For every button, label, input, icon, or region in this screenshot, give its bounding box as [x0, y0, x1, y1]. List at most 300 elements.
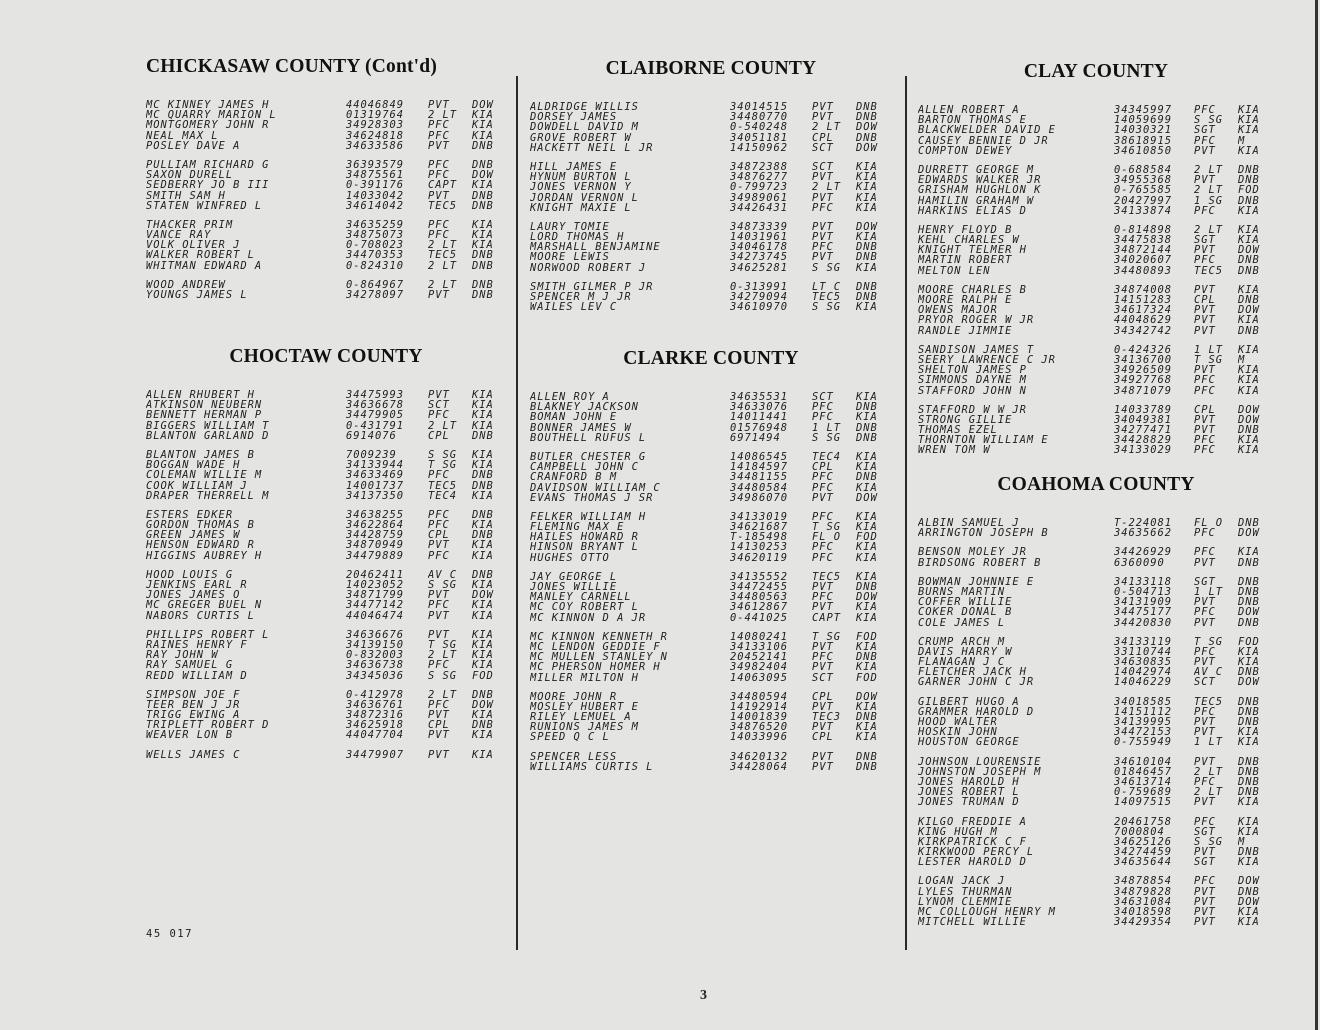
soldier-name: MANLEY CARNELL [530, 592, 632, 603]
roster-row [530, 162, 892, 172]
rank: PVT [428, 629, 450, 640]
rank: PFC [428, 699, 450, 711]
casualty-status: KIA [856, 462, 878, 473]
soldier-name: STRONG GILLIE [918, 414, 1013, 426]
soldier-name: MC COLLOUGH HENRY M [918, 907, 1056, 918]
casualty-status: DNB [472, 250, 494, 261]
soldier-name: BIRDSONG ROBERT B [918, 557, 1042, 568]
casualty-status: DNB [1238, 696, 1260, 707]
rank: AV C [428, 569, 458, 580]
soldier-name: THACKER PRIM [146, 219, 234, 231]
casualty-status: DNB [856, 281, 878, 292]
serial-number: 34876277 [730, 172, 789, 183]
casualty-status: KIA [856, 392, 878, 403]
soldier-name: SAXON DURELL [146, 170, 234, 181]
rank: PVT [812, 761, 834, 772]
roster-row [146, 690, 506, 700]
casualty-status: DNB [472, 260, 494, 271]
casualty-status: DNB [1238, 667, 1260, 678]
soldier-name: HILL JAMES E [530, 161, 618, 173]
serial-number: 0-799723 [730, 182, 789, 193]
roster-row [146, 710, 506, 720]
roster-row [146, 250, 506, 260]
roster-row [530, 433, 892, 443]
rank: CPL [812, 732, 834, 743]
county-heading: CLARKE COUNTY [623, 348, 799, 369]
rank: 2 LT [428, 110, 458, 121]
roster-row [918, 315, 1274, 325]
serial-number: 14031961 [730, 232, 789, 243]
rank: PVT [1194, 886, 1216, 897]
rank: PVT [812, 751, 834, 762]
soldier-name: COOK WILLIAM J [146, 480, 248, 491]
serial-number: 34137350 [346, 490, 405, 501]
roster-row [530, 642, 892, 652]
rank: PFC [1194, 435, 1216, 446]
roster-row [918, 445, 1274, 455]
rank: PVT [812, 172, 834, 183]
rank: T SG [812, 522, 842, 533]
roster-row [146, 410, 506, 420]
serial-number: 0-313991 [730, 281, 789, 292]
serial-number: 34428829 [1114, 435, 1173, 446]
serial-number: 14130253 [730, 542, 789, 553]
roster-row [530, 652, 892, 662]
rank: PVT [1194, 315, 1216, 326]
soldier-name: SHELTON JAMES P [918, 365, 1027, 376]
casualty-status: DNB [1238, 255, 1260, 266]
casualty-status: KIA [856, 202, 878, 213]
serial-number: 34872388 [730, 161, 789, 173]
soldier-name: COKER DONAL B [918, 607, 1013, 618]
casualty-status: KIA [472, 749, 494, 760]
casualty-status: DNB [856, 472, 878, 483]
roster-row [530, 722, 892, 732]
rank: CPL [428, 720, 450, 731]
rank: 2 LT [428, 260, 458, 271]
rank: PVT [812, 112, 834, 123]
casualty-status: KIA [472, 710, 494, 721]
roster-row [530, 193, 892, 203]
rank: PFC [428, 600, 450, 611]
soldier-name: DRAPER THERRELL M [146, 490, 270, 501]
roster-row [918, 245, 1274, 255]
rank: 1 SG [1194, 195, 1224, 206]
casualty-status: FOD [856, 532, 878, 543]
rank: PFC [428, 170, 450, 181]
rank: LT C [812, 281, 842, 292]
casualty-status: DNB [1238, 195, 1260, 206]
soldier-name: MC MULLEN STANLEY N [530, 652, 668, 663]
serial-number: 0-864967 [346, 279, 405, 290]
soldier-name: CRANFORD B M [530, 472, 618, 483]
roster-row [146, 611, 506, 621]
roster-group [146, 750, 506, 760]
casualty-status: KIA [1238, 547, 1260, 558]
casualty-status: DOW [856, 691, 878, 702]
rank: PVT [1194, 365, 1216, 376]
serial-number: 34278097 [346, 290, 405, 301]
serial-number: 34876520 [730, 722, 789, 733]
rank: PFC [428, 660, 450, 671]
serial-number: 34133119 [1114, 636, 1173, 647]
roster-row [918, 777, 1274, 787]
roster-row [146, 491, 506, 501]
rank: SCT [812, 161, 834, 173]
soldier-name: HYNUM BURTON L [530, 172, 632, 183]
soldier-name: RUNIONS JAMES M [530, 722, 639, 733]
roster-row [146, 280, 506, 290]
roster-group [146, 450, 506, 501]
rank: PFC [1194, 205, 1216, 216]
rank: PVT [428, 390, 450, 401]
roster-row [146, 110, 506, 120]
roster-row [146, 201, 506, 211]
soldier-name: MARSHALL BENJAMINE [530, 242, 661, 253]
casualty-status: KIA [1238, 816, 1260, 827]
casualty-status: KIA [472, 410, 494, 421]
soldier-name: TRIGG EWING A [146, 710, 241, 721]
casualty-status: KIA [472, 130, 494, 141]
county-heading: CLAY COUNTY [1023, 61, 1169, 82]
casualty-status: KIA [856, 302, 878, 313]
casualty-status: KIA [1238, 907, 1260, 918]
roster-row [146, 390, 506, 400]
serial-number: 34875073 [346, 230, 405, 241]
roster-list [146, 390, 506, 760]
serial-number: 20427997 [1114, 195, 1173, 206]
rank: FL O [812, 532, 842, 543]
serial-number: 34136700 [1114, 354, 1173, 366]
rank: PVT [428, 100, 450, 111]
roster-row [530, 493, 892, 503]
roster-row [146, 660, 506, 670]
roster-row [918, 667, 1274, 677]
casualty-status: DOW [1238, 404, 1260, 415]
rank: CPL [812, 691, 834, 702]
rank: S SG [1194, 836, 1224, 848]
roster-row [530, 263, 892, 273]
soldier-name: KNIGHT MAXIE L [530, 202, 632, 213]
soldier-name: HOUSTON GEORGE [918, 737, 1020, 748]
roster-row [918, 597, 1274, 607]
soldier-name: BOUTHELL RUFUS L [530, 432, 647, 443]
rank: 2 LT [1194, 164, 1224, 176]
roster-row [530, 762, 892, 772]
casualty-status: KIA [472, 660, 494, 671]
serial-number: 34345997 [1114, 105, 1173, 116]
casualty-status: KIA [472, 420, 494, 431]
soldier-name: ALLEN ROBERT A [918, 105, 1020, 116]
soldier-name: SIMPSON JOE F [146, 689, 241, 700]
soldier-name: RANDLE JIMMIE [918, 325, 1013, 336]
soldier-name: RILEY LEMUEL A [530, 712, 632, 723]
roster-row [918, 847, 1274, 857]
casualty-status: DNB [1238, 425, 1260, 436]
roster-row [146, 160, 506, 170]
roster-row [918, 827, 1274, 837]
casualty-status: KIA [1238, 375, 1260, 386]
rank: SGT [1194, 826, 1216, 837]
roster-row [530, 242, 892, 252]
roster-row [146, 510, 506, 520]
soldier-name: MELTON LEN [918, 265, 991, 276]
soldier-name: COMPTON DEWEY [918, 145, 1013, 156]
rank: S SG [812, 302, 842, 313]
casualty-status: DNB [472, 509, 494, 521]
serial-number: 34633586 [346, 140, 405, 151]
roster-group [918, 876, 1274, 927]
roster-row [146, 431, 506, 441]
serial-number: 34480893 [1114, 265, 1173, 276]
serial-number: 14011441 [730, 412, 789, 423]
rank: PVT [1194, 657, 1216, 668]
rank: 2 LT [1194, 224, 1224, 236]
rank: S SG [428, 670, 458, 681]
roster-group [530, 752, 892, 772]
serial-number: 34636676 [346, 629, 405, 640]
soldier-name: HOSKIN JOHN [918, 727, 998, 738]
county-section [146, 56, 506, 309]
soldier-name: MITCHELL WILLIE [918, 917, 1027, 928]
soldier-name: LORD THOMAS H [530, 232, 625, 243]
roster-row [918, 185, 1274, 195]
rank: PVT [812, 722, 834, 733]
rank: 2 LT [428, 420, 458, 431]
rank: PVT [1194, 557, 1216, 568]
page-edge [1315, 0, 1318, 1030]
roster-group [918, 345, 1274, 396]
serial-number: 6914076 [346, 430, 397, 441]
roster-group [530, 102, 892, 153]
serial-number: 34139995 [1114, 717, 1173, 728]
casualty-status: KIA [472, 400, 494, 411]
serial-number: 34480584 [730, 482, 789, 493]
serial-number: 34610970 [730, 302, 789, 313]
roster-row [918, 607, 1274, 617]
roster-row [530, 232, 892, 242]
county-section [530, 58, 892, 321]
soldier-name: DOWDELL DAVID M [530, 122, 639, 133]
casualty-status: DNB [1238, 787, 1260, 798]
soldier-name: MC KINNON D A JR [530, 612, 647, 623]
rank: SCT [428, 400, 450, 411]
roster-row [918, 697, 1274, 707]
rank: PFC [812, 552, 834, 563]
rank: PFC [1194, 445, 1216, 456]
serial-number: 34635259 [346, 219, 405, 231]
roster-row [146, 400, 506, 410]
serial-number: 34426929 [1114, 547, 1173, 558]
rank: PVT [812, 582, 834, 593]
soldier-name: SMITH SAM H [146, 190, 226, 201]
roster-row [918, 295, 1274, 305]
roster-row [530, 423, 892, 433]
roster-row [918, 255, 1274, 265]
casualty-status: DOW [1238, 677, 1260, 688]
roster-group [918, 405, 1274, 456]
roster-group [146, 280, 506, 300]
roster-row [530, 712, 892, 722]
roster-group [146, 630, 506, 681]
roster-row [918, 196, 1274, 206]
soldier-name: COLE JAMES L [918, 617, 1006, 628]
rank: FL O [1194, 518, 1224, 529]
casualty-status: KIA [1238, 125, 1260, 136]
serial-number: 34475993 [346, 390, 405, 401]
rank: PFC [812, 472, 834, 483]
roster-row [146, 551, 506, 561]
casualty-status: KIA [472, 580, 494, 591]
roster-row [530, 122, 892, 132]
casualty-status: KIA [1238, 797, 1260, 808]
roster-list [530, 102, 892, 312]
rank: PVT [812, 102, 834, 113]
rank: AV C [1194, 667, 1224, 678]
rank: PFC [428, 230, 450, 241]
rank: PFC [428, 470, 450, 481]
roster-row [530, 632, 892, 642]
serial-number: 34871799 [346, 590, 405, 601]
roster-group [918, 757, 1274, 808]
roster-group [918, 817, 1274, 868]
roster-row [530, 292, 892, 302]
casualty-status: KIA [472, 230, 494, 241]
soldier-name: WAILES LEV C [530, 302, 618, 313]
soldier-name: MC COY ROBERT L [530, 602, 639, 613]
roster-list [530, 392, 892, 772]
rank: PVT [1194, 917, 1216, 928]
serial-number: 14042974 [1114, 667, 1173, 678]
serial-number: 34982404 [730, 662, 789, 673]
roster-group [530, 452, 892, 503]
roster-row [530, 412, 892, 422]
soldier-name: JONES WILLIE [530, 582, 618, 593]
soldier-name: JENKINS EARL R [146, 580, 248, 591]
casualty-status: KIA [856, 451, 878, 463]
serial-number: 6360090 [1114, 557, 1165, 568]
roster-row [146, 450, 506, 460]
serial-number: 34273745 [730, 252, 789, 263]
serial-number: 0-412978 [346, 689, 405, 700]
roster-group [918, 105, 1274, 156]
casualty-status: DOW [1238, 528, 1260, 539]
serial-number: 20452141 [730, 652, 789, 663]
soldier-name: GROVE ROBERT W [530, 132, 632, 143]
casualty-status: KIA [856, 701, 878, 713]
roster-row [918, 425, 1274, 435]
casualty-status: DNB [472, 480, 494, 491]
soldier-name: ARRINGTON JOSEPH B [918, 528, 1049, 539]
serial-number: 14001839 [730, 712, 789, 723]
serial-number: 34479905 [346, 410, 405, 421]
roster-group [918, 547, 1274, 567]
rank: 2 LT [1194, 766, 1224, 777]
roster-group [530, 222, 892, 273]
casualty-status: DNB [1238, 886, 1260, 897]
roster-row [918, 115, 1274, 125]
rank: PFC [428, 550, 450, 561]
rank: 1 LT [1194, 586, 1224, 598]
rank: T SG [812, 631, 842, 642]
roster-row [918, 876, 1274, 886]
roster-row [530, 613, 892, 623]
serial-number: 34620132 [730, 751, 789, 762]
soldier-name: TRIPLETT ROBERT D [146, 720, 270, 731]
serial-number: 14033789 [1114, 404, 1173, 415]
serial-number: 34878854 [1114, 876, 1173, 887]
casualty-status: DNB [1238, 756, 1260, 767]
soldier-name: HINSON BRYANT L [530, 542, 639, 553]
serial-number: 20461758 [1114, 816, 1173, 827]
soldier-name: SPENCER M J JR [530, 292, 632, 303]
soldier-name: BOMAN JOHN E [530, 412, 618, 423]
roster-group [918, 518, 1274, 538]
rank: PVT [1194, 414, 1216, 426]
serial-number: 34617324 [1114, 305, 1173, 316]
serial-number: 34928303 [346, 120, 405, 131]
soldier-name: LAURY TOMIE [530, 221, 610, 233]
soldier-name: STAFFORD W W JR [918, 404, 1027, 415]
soldier-name: JAY GEORGE L [530, 571, 618, 582]
soldier-name: PHILLIPS ROBERT L [146, 629, 270, 640]
serial-number: 34018598 [1114, 907, 1173, 918]
rank: PFC [1194, 706, 1216, 717]
roster-row [918, 175, 1274, 185]
casualty-status: KIA [856, 161, 878, 173]
casualty-status: DNB [472, 190, 494, 201]
casualty-status: KIA [472, 520, 494, 531]
roster-row [146, 240, 506, 250]
soldier-name: DAVIDSON WILLIAM C [530, 482, 661, 493]
serial-number: 34625281 [730, 262, 789, 273]
roster-row [530, 102, 892, 112]
soldier-name: MARTIN ROBERT [918, 255, 1013, 266]
soldier-name: JONES TRUMAN D [918, 797, 1020, 808]
serial-number: 44046849 [346, 100, 405, 111]
soldier-name: REDD WILLIAM D [146, 670, 248, 681]
roster-group [146, 100, 506, 151]
soldier-name: SPENCER LESS [530, 751, 618, 762]
casualty-status: DNB [1238, 557, 1260, 568]
roster-row [530, 133, 892, 143]
rank: SGT [1194, 235, 1216, 246]
casualty-status: KIA [472, 460, 494, 471]
rank: PFC [812, 652, 834, 663]
soldier-name: SMITH GILMER P JR [530, 281, 654, 292]
serial-number: 34926509 [1114, 365, 1173, 376]
rank: PVT [428, 190, 450, 201]
roster-row [918, 837, 1274, 847]
serial-number: 34633076 [730, 402, 789, 413]
soldier-name: HOOD WALTER [918, 717, 998, 728]
rank: 2 LT [428, 240, 458, 251]
casualty-status: DNB [472, 279, 494, 290]
roster-group [918, 637, 1274, 688]
serial-number: 14046229 [1114, 677, 1173, 688]
casualty-status: KIA [472, 540, 494, 551]
serial-number: 20462411 [346, 569, 405, 580]
soldier-name: RAINES HENRY F [146, 639, 248, 651]
soldier-name: WILLIAMS CURTIS L [530, 761, 654, 772]
casualty-status: DNB [856, 292, 878, 303]
rank: CPL [1194, 295, 1216, 306]
serial-number: 34135552 [730, 571, 789, 582]
serial-number: 34475177 [1114, 607, 1173, 618]
roster-row [146, 100, 506, 110]
casualty-status: DNB [1238, 295, 1260, 306]
soldier-name: ALDRIDGE WILLIS [530, 102, 639, 113]
